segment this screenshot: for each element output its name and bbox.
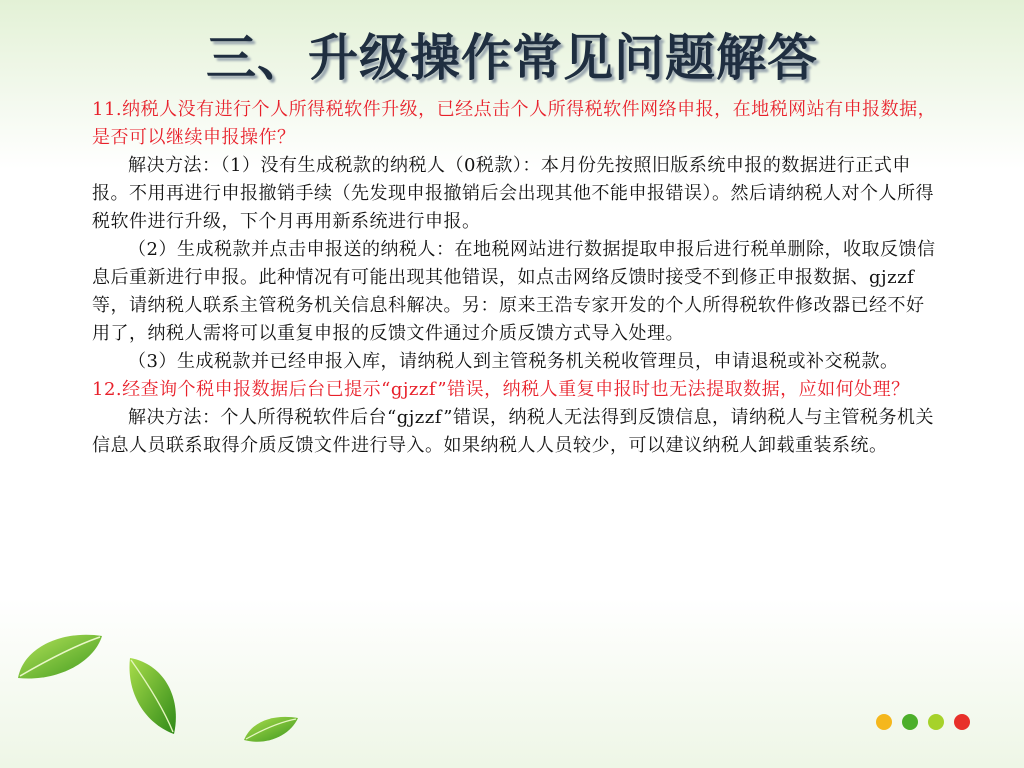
leaf-icon bbox=[14, 628, 106, 684]
dot-icon bbox=[954, 714, 970, 730]
decorative-dots bbox=[876, 714, 970, 730]
leaf-icon bbox=[242, 712, 300, 746]
answer-12: 解决方法：个人所得税软件后台“gjzzf”错误，纳税人无法得到反馈信息，请纳税人与主管税务机关信息人员联系取得介质反馈文件进行导入。如果纳税人人员较少，可以建议纳税人卸载重装系统。 bbox=[92, 407, 934, 456]
question-12: 12.经查询个税申报数据后台已提示“gjzzf”错误，纳税人重复申报时也无法提取数据，应如何处理？ bbox=[92, 379, 910, 400]
answer-11-2: （2）生成税款并点击申报送的纳税人：在地税网站进行数据提取申报后进行税单删除，收取反馈信息后重新进行申报。此种情况有可能出现其他错误，如点击网络反馈时接受不到修正申报数据、gjzzf等，请纳税人联系主管税务机关信息科解决。另：原来王浩专家开发的个人所得税软件修改器已经不好用了，纳税人需将可以重复申报的反馈文件通过介质反馈方式导入处理。 bbox=[92, 239, 936, 344]
leaf-icon bbox=[124, 654, 184, 738]
dot-icon bbox=[876, 714, 892, 730]
slide-body bbox=[92, 96, 942, 460]
slide-title: 三、升级操作常见问题解答 bbox=[206, 29, 818, 87]
question-11: 11.纳税人没有进行个人所得税软件升级，已经点击个人所得税软件网络申报，在地税网站有申报数据，是否可以继续申报操作？ bbox=[92, 99, 937, 148]
answer-11-3: （3）生成税款并已经申报入库，请纳税人到主管税务机关税收管理员，申请退税或补交税款。 bbox=[128, 351, 899, 372]
dot-icon bbox=[928, 714, 944, 730]
dot-icon bbox=[902, 714, 918, 730]
answer-11-1: 解决方法：（1）没有生成税款的纳税人（0税款）：本月份先按照旧版系统申报的数据进行正式申报。不用再进行申报撤销手续（先发现申报撤销后会出现其他不能申报错误）。然后请纳税人对个人所得税软件进行升级，下个月再用新系统进行申报。 bbox=[92, 155, 934, 232]
